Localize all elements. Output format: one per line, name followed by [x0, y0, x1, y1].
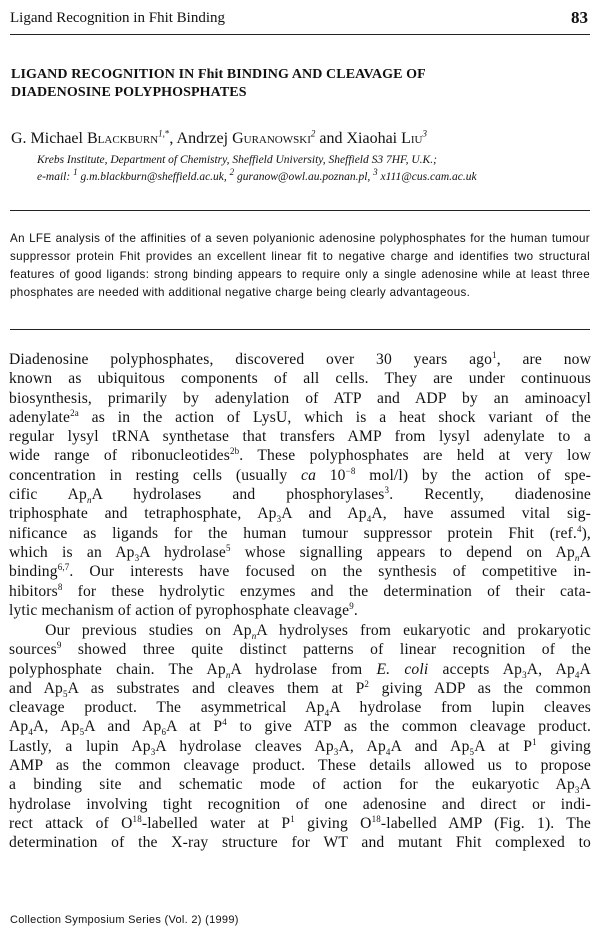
running-title: Ligand Recognition in Fhit Binding	[10, 10, 225, 26]
page-header	[10, 8, 590, 35]
abstract: An LFE analysis of the affinities of a seven polyanionic adenosine polyphosphates for the human tumour suppressor protein Fhit provides an excellent linear fit to negative charge and identifies two structural features of good ligands: strong binding appears to require only a single adenosine while at least three phosphates are needed with additional negative charge being clearly advantageous.	[10, 232, 590, 299]
email-marker-2: 2	[229, 167, 235, 178]
corresponding-mark: *	[164, 128, 170, 139]
author-list	[11, 130, 591, 148]
article-title	[11, 66, 581, 102]
body-paragraph-1: Diadenosine polyphosphates, discovered over 30 years ago$^1$, are now known as ubiquitous components of all cells. They are under continuous biosynthesis, primarily by adenylation of ATP and ADP by an aminoacyl adenylate$^{2a}$ as in the action of LysU, which is a heat shock variant of the regular lysyl tRNA synthetase that transfers AMP from lysyl adenylate to a wide range of ribonucleotides$^{2b}$. These polyphosphates are held at very low concentration in resting cells (usually ca $10^{-8}$ mol/l) by the action of spe- cific $Ap_nA$ hydrolases and phosphorylases$^3$. Recently, diadenosine triphosphate and tetraphosphate, $Ap_3A$ and $Ap_4A$, have assumed vital sig- nificance as ligands for the human tumour suppressor protein Fhit (ref.$^4$), which is an $Ap_3A$ hydrolase$^5$ whose signalling appears to depend on $Ap_nA$ binding$^{6,7}$. Our interests have focused on the synthesis of competitive in- hibitors$^8$ for these hydrolytic enzymes and the determination of their cata- lytic mechanism of action of pyrophosphate cleavage$^9$.	[9, 349, 592, 619]
email-marker-3: 3	[373, 167, 378, 178]
email-1[interactable]: g.m.blackburn@sheffield.ac.uk,	[77, 171, 230, 183]
author-separator-1: , Andrzej	[169, 130, 233, 147]
affiliation: Krebs Institute, Department of Chemistry, Sheffield University, Sheffield S3 7HF, U.K.;	[37, 154, 437, 166]
author-1-affil-mark: 1,	[158, 128, 165, 139]
author-1-last: Blackburn	[86, 130, 159, 147]
author-3-affil-mark: 3	[422, 128, 427, 139]
email-3[interactable]: x111@cus.cam.ac.uk	[377, 171, 477, 183]
email-marker-1: 1	[73, 167, 78, 178]
author-2-affil-mark: 2	[310, 128, 316, 139]
author-2-last: Guranowski	[232, 130, 311, 147]
email-prefix: e-mail:	[37, 171, 74, 183]
email-2[interactable]: guranow@owl.au.poznan.pl,	[234, 171, 374, 183]
page-number: 83	[571, 8, 588, 27]
footer-series: Collection Symposium Series (Vol. 2) (1999)	[10, 914, 239, 926]
email-line	[37, 169, 597, 186]
author-separator-2: and Xiaohai	[315, 130, 402, 147]
author-1-first: G. Michael	[11, 130, 87, 147]
abstract-top-rule	[10, 210, 590, 211]
title-line-2: DIADENOSINE POLYPHOSPHATES	[11, 85, 247, 100]
body-paragraph-2: Our previous studies on $Ap_nA$ hydrolyses from eukaryotic and prokaryotic sources$^9$ showed three quite distinct patterns of linear recognition of the polyphosphate chain. The $Ap_nA$ hydrolase from E. coli accepts $Ap_3A$, $Ap_4A$ and $Ap_5A$ as substrates and cleaves them at $P^2$ giving ADP as the common cleavage product. The asymmetrical $Ap_4A$ hydrolase from lupin cleaves $Ap_4A$, $Ap_5A$ and $Ap_6A$ at $P^4$ to give ATP as the common cleavage product. Lastly, a lupin $Ap_3A$ hydrolase cleaves $Ap_3A$, $Ap_4A$ and $Ap_5A$ at $P^1$ giving AMP as the common cleavage product. These details allowed us to propose a binding site and schematic mode of action for the eukaryotic $Ap_3A$ hydrolase involving tight recognition of one adenosine and direct or indi- rect attack of $O^{18}$-labelled water at $P^1$ giving $O^{18}$-labelled AMP (Fig. 1). The determination of the X-ray structure for WT and mutant Fhit complexed to	[9, 622, 592, 852]
title-line-1: LIGAND RECOGNITION IN Fhit BINDING AND CLEAVAGE OF	[11, 67, 426, 82]
abstract-bottom-rule	[10, 329, 590, 330]
author-3-last: Liu	[401, 130, 423, 147]
